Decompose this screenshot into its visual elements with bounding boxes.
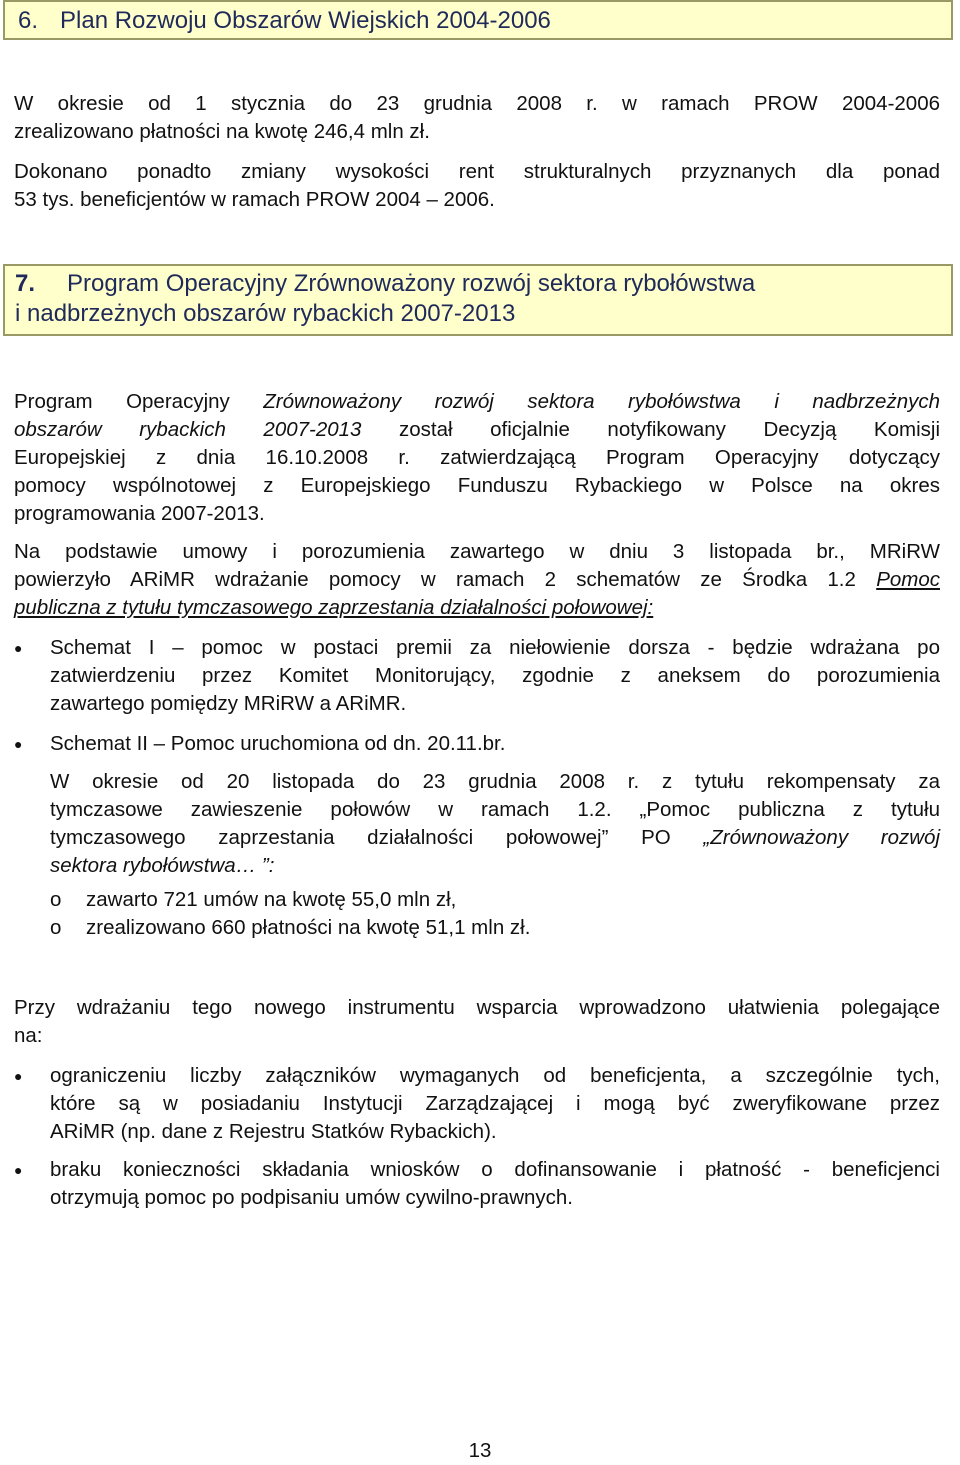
italic-underlined-run: Pomoc [876,568,940,591]
list-item-line: braku konieczności składania wniosków o dofinansowanie i płatność - beneficjenci [50,1158,940,1181]
paragraph-line [14,416,940,444]
list-item-line: zatwierdzeniu przez Komitet Monitorujący, zgodnie z aneksem do porozumienia [50,664,940,687]
list-item-line [50,824,940,852]
list-item-line: sektora rybołówstwa… ”: [50,854,275,877]
section-7-heading [3,264,953,336]
paragraph-line: publiczna z tytułu tymczasowego zaprzestania działalności połowowej: [14,596,654,619]
sub-list-item-text: zrealizowano 660 płatności na kwotę 51,1 mln zł. [86,916,531,939]
list-item-line: otrzymują pomoc po podpisaniu umów cywilno-prawnych. [50,1186,573,1209]
text-run: został oficjalnie notyfikowany Decyzją Komisji [361,418,940,441]
bullet-icon: ● [14,1068,23,1084]
list-item-line: Schemat II – Pomoc uruchomiona od dn. 20.11.br. [50,732,506,755]
sub-list-item-text: zawarto 721 umów na kwotę 55,0 mln zł, [86,888,457,911]
paragraph-line: zrealizowano płatności na kwotę 246,4 mln zł. [14,120,430,143]
section-number: 6. [18,7,39,34]
paragraph-line: pomocy wspólnotowej z Europejskiego Funduszu Rybackiego w Polsce na okres [14,474,940,497]
sub-bullet-icon: o [50,888,62,911]
paragraph-line: W okresie od 1 stycznia do 23 grudnia 2008 r. w ramach PROW 2004-2006 [14,92,940,115]
italic-run: „Zrównoważony rozwój [703,826,941,849]
italic-run: obszarów rybackich 2007-2013 [14,418,362,441]
text-run: Program Operacyjny [14,390,264,413]
section-number: 7. [15,270,36,297]
section-title-line: Program Operacyjny Zrównoważony rozwój sektora rybołówstwa [67,270,756,297]
paragraph-line: programowania 2007-2013. [14,502,265,525]
text-run: powierzyło ARiMR wdrażanie pomocy w ramach 2 schematów ze Środka 1.2 [14,568,877,591]
section-title: Plan Rozwoju Obszarów Wiejskich 2004-2006 [60,7,551,34]
bullet-icon: ● [14,640,23,656]
list-item-line: które są w posiadaniu Instytucji Zarządzającej i mogą być zweryfikowane przez [50,1092,940,1115]
list-item-line: tymczasowe zawieszenie połowów w ramach 1.2. „Pomoc publiczna z tytułu [50,798,940,821]
paragraph-line: Przy wdrażaniu tego nowego instrumentu wsparcia wprowadzono ułatwienia polegające [14,996,940,1019]
paragraph-line: Dokonano ponadto zmiany wysokości rent strukturalnych przyznanych dla ponad [14,160,940,183]
page-number: 13 [468,1439,492,1462]
paragraph-line: Europejskiej z dnia 16.10.2008 r. zatwierdzającą Program Operacyjny dotyczący [14,446,940,469]
list-item-line: zawartego pomiędzy MRiRW a ARiMR. [50,692,407,715]
paragraph-line: 53 tys. beneficjentów w ramach PROW 2004 – 2006. [14,188,495,211]
text-run: tymczasowego zaprzestania działalności połowowej” PO [50,826,704,849]
list-item-line: ograniczeniu liczby załączników wymaganych od beneficjenta, a szczególnie tych, [50,1064,940,1087]
list-item-line: Schemat I – pomoc w postaci premii za niełowienie dorsza - będzie wdrażana po [50,636,940,659]
paragraph-line [14,566,940,594]
paragraph-line [14,388,940,416]
paragraph-line: na: [14,1024,43,1047]
italic-run: Zrównoważony rozwój sektora rybołówstwa i nadbrzeżnych [263,390,940,413]
sub-bullet-icon: o [50,916,62,939]
section-title-line: i nadbrzeżnych obszarów rybackich 2007-2013 [15,300,516,327]
section-6-heading [3,0,953,40]
list-item-line: W okresie od 20 listopada do 23 grudnia 2008 r. z tytułu rekompensaty za [50,770,940,793]
paragraph-line: Na podstawie umowy i porozumienia zawartego w dniu 3 listopada br., MRiRW [14,540,940,563]
bullet-icon: ● [14,1162,23,1178]
list-item-line: ARiMR (np. dane z Rejestru Statków Rybackich). [50,1120,497,1143]
bullet-icon: ● [14,736,23,752]
